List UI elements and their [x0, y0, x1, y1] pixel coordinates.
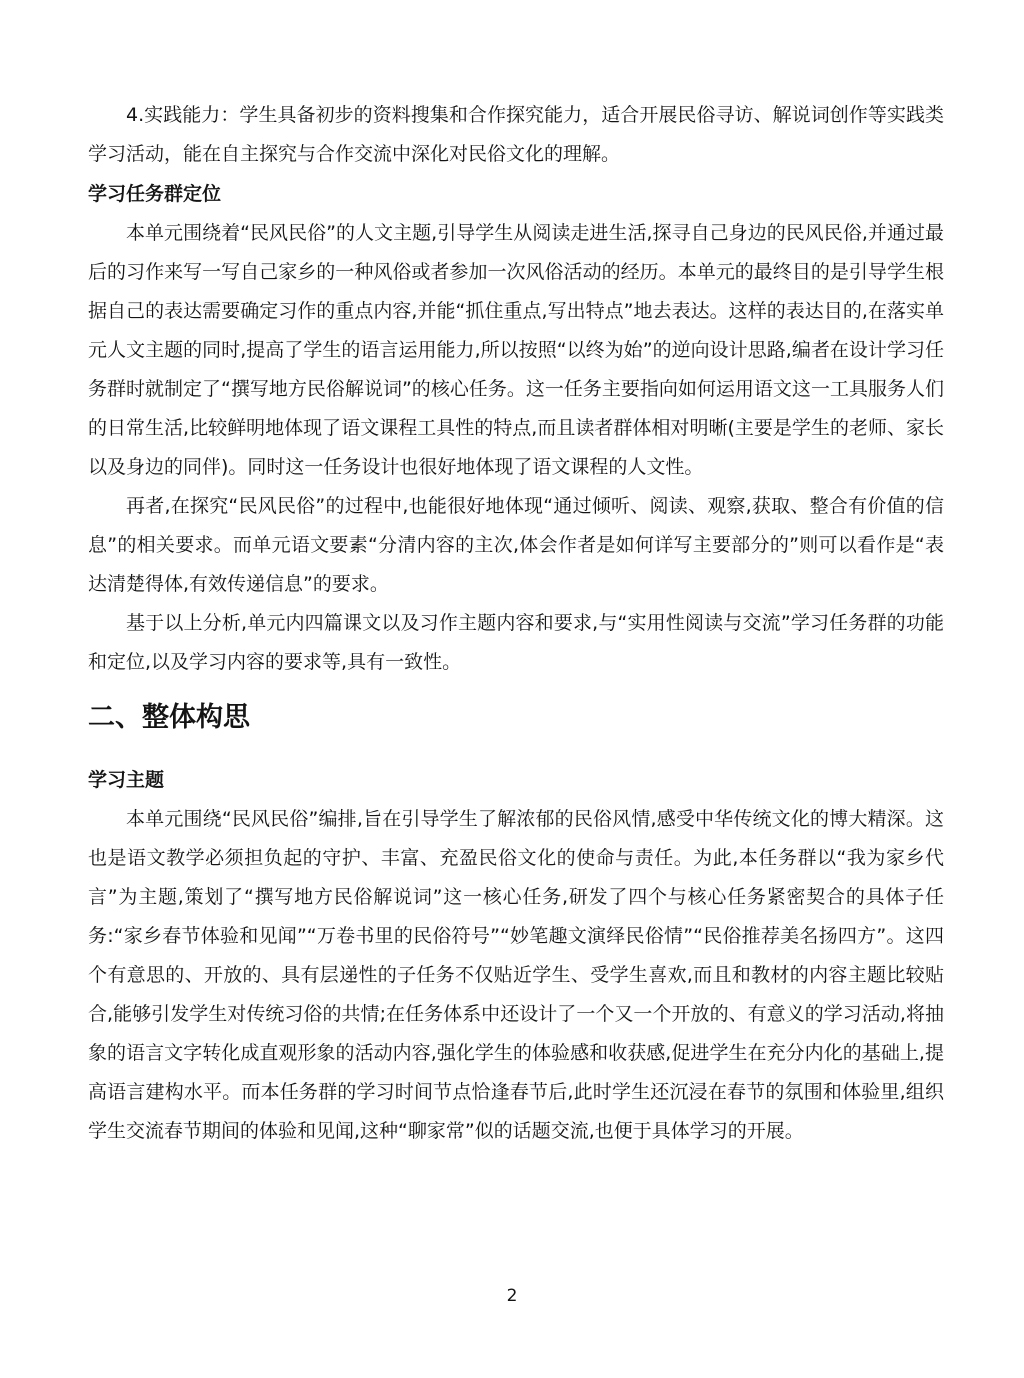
task-group-heading: 学习任务群定位 — [88, 183, 222, 205]
section-two-title: 二、整体构思 — [88, 702, 250, 733]
learning-theme-paragraph: 本单元围绕“民风民俗”编排,旨在引导学生了解浓郁的民俗风情,感受中华传统文化的博大精深。这也是语文教学必须担负起的守护、丰富、充盈民俗文化的使命与责任。为此,本任务群以“我为家乡代言”为主题,策划了“撰写地方民俗解说词”这一核心任务,研发了四个与核心任务紧密契合的具体子任务:“家乡春节体验和见闻”“万卷书里的民俗符号”“妙笔趣文演绎民俗情”“民俗推荐美名扬四方”。这四个有意思的、开放的、具有层递性的子任务不仅贴近学生、受学生喜欢,而且和教材的内容主题比较贴合,能够引发学生对传统习俗的共情;在任务体系中还设计了一个又一个开放的、有意义的学习活动,将抽象的语言文字转化成直观形象的活动内容,强化学生的体验感和收获感,促进学生在充分内化的基础上,提高语言建构水平。而本任务群的学习时间节点恰逢春节后,此时学生还沉浸在春节的氛围和体验里,组织学生交流春节期间的体验和见闻,这种“聊家常”似的话题交流,也便于具体学习的开展。 — [88, 808, 944, 1142]
task-group-paragraph-2: 再者,在探究“民风民俗”的过程中,也能很好地体现“通过倾听、阅读、观察,获取、整合有价值的信息”的相关要求。而单元语文要素“分清内容的主次,体会作者是如何详写主要部分的”则可以看作是“表达清楚得体,有效传递信息”的要求。 — [88, 495, 944, 595]
page-number: 2 — [506, 1286, 518, 1306]
task-group-paragraph-3: 基于以上分析,单元内四篇课文以及习作主题内容和要求,与“实用性阅读与交流”学习任务群的功能和定位,以及学习内容的要求等,具有一致性。 — [88, 612, 944, 673]
learning-theme-heading: 学习主题 — [88, 769, 165, 791]
practice-ability-paragraph: 4.实践能力：学生具备初步的资料搜集和合作探究能力，适合开展民俗寻访、解说词创作等实践类学习活动，能在自主探究与合作交流中深化对民俗文化的理解。 — [88, 104, 944, 165]
task-group-paragraph-1: 本单元围绕着“民风民俗”的人文主题,引导学生从阅读走进生活,探寻自己身边的民风民俗,并通过最后的习作来写一写自己家乡的一种风俗或者参加一次风俗活动的经历。本单元的最终目的是引导学生根据自己的表达需要确定习作的重点内容,并能“抓住重点,写出特点”地去表达。这样的表达目的,在落实单元人文主题的同时,提高了学生的语言运用能力,所以按照“以终为始”的逆向设计思路,编者在设计学习任务群时就制定了“撰写地方民俗解说词”的核心任务。这一任务主要指向如何运用语文这一工具服务人们的日常生活,比较鲜明地体现了语文课程工具性的特点,而且读者群体相对明晰(主要是学生的老师、家长以及身边的同伴)。同时这一任务设计也很好地体现了语文课程的人文性。 — [88, 222, 944, 478]
